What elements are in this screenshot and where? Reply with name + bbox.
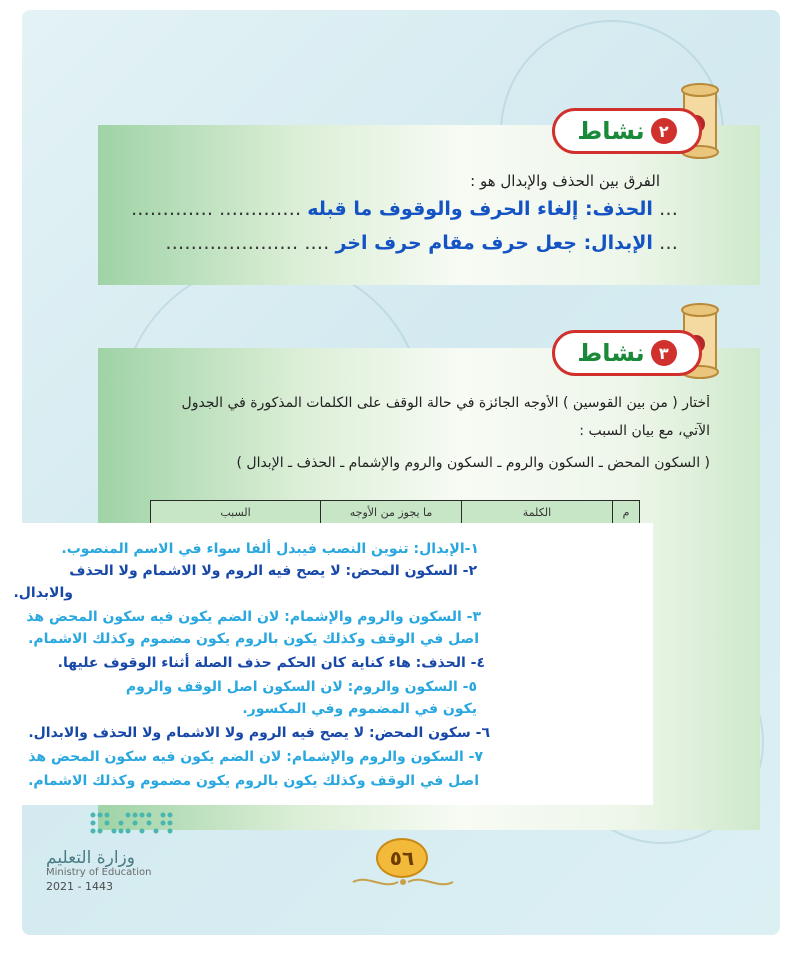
- header-reason: السبب: [151, 501, 321, 524]
- header-allowed: ما يجوز من الأوجه: [321, 501, 462, 524]
- activity-2-answer-line-1: [131, 198, 678, 220]
- dotted-line: …. …………………: [165, 232, 330, 254]
- answers-overlay: [0, 523, 653, 805]
- activity-2-answer-line-2: [165, 232, 678, 254]
- dotted-line: …: [659, 232, 678, 254]
- answer-1: ١-الإبدال: تنوين النصب فيبدل ألفا سواء في الاسم المنصوب.: [61, 541, 479, 557]
- ministry-name-english: Ministry of Education: [46, 867, 152, 878]
- ministry-name-arabic: وزارة التعليم: [46, 848, 135, 868]
- dotted-line: …: [659, 198, 678, 220]
- page-ornament-icon: [348, 872, 458, 892]
- answer-7-line-1: ٧- السكون والروم والإشمام: لان الضم يكون فيه سكون المحض هذ: [28, 749, 483, 765]
- answer-2-line-1: ٢- السكون المحض: لا يصح فيه الروم ولا الاشمام ولا الحذف: [69, 563, 477, 579]
- header-word: الكلمة: [462, 501, 613, 524]
- page-number: ٥٦: [376, 838, 428, 878]
- activity-3-instruction-1: أختار ( من بين القوسين ) الأوجه الجائزة في حالة الوقف على الكلمات المذكورة في الجدول: [181, 395, 710, 411]
- activity-2-number: ٢: [651, 118, 677, 144]
- answer-text: الحذف: إلغاء الحرف والوقوف ما قبله: [307, 198, 653, 220]
- answer-7-line-2: اصل في الوقف وكذلك يكون بالروم يكون مضموم وكذلك الاشمام.: [28, 773, 479, 789]
- activity-2-label: نشاط: [577, 117, 645, 145]
- answer-3-line-1: ٣- السكون والروم والإشمام: لان الضم يكون فيه سكون المحض هذ: [26, 609, 481, 625]
- answer-6: ٦- سكون المحض: لا يصح فيه الروم ولا الاشمام ولا الحذف والابدال.: [28, 725, 490, 741]
- activity-3-number: ٣: [651, 340, 677, 366]
- activity-2-question: الفرق بين الحذف والإبدال هو :: [470, 172, 660, 190]
- answer-2-line-2: والابدال.: [13, 585, 73, 601]
- activity-3-label: نشاط: [577, 339, 645, 367]
- answer-3-line-2: اصل في الوقف وكذلك يكون بالروم يكون مضموم وكذلك الاشمام.: [28, 631, 479, 647]
- answer-5-line-2: يكون في المضموم وفي المكسور.: [242, 701, 477, 717]
- dotted-line: …………. ………….: [131, 198, 302, 220]
- edition-year: 2021 - 1443: [46, 880, 113, 893]
- activity-2-badge: [552, 108, 702, 154]
- activity-3-options: ( السكون المحض ـ السكون والروم ـ السكون والروم والإشمام ـ الحذف ـ الإبدال ): [236, 455, 710, 471]
- answer-text: الإبدال: جعل حرف مقام حرف اخر: [335, 232, 653, 254]
- ministry-logo-icon: [88, 810, 178, 840]
- activity-3-instruction-2: الآتي، مع بيان السبب :: [579, 423, 710, 439]
- header-number: م: [613, 501, 640, 524]
- answer-5-line-1: ٥- السكون والروم: لان السكون اصل الوقف والروم: [125, 679, 477, 695]
- answer-4: ٤- الحذف: هاء كناية كان الحكم حذف الصلة أثناء الوقوف عليها.: [57, 655, 485, 671]
- activity-3-badge: [552, 330, 702, 376]
